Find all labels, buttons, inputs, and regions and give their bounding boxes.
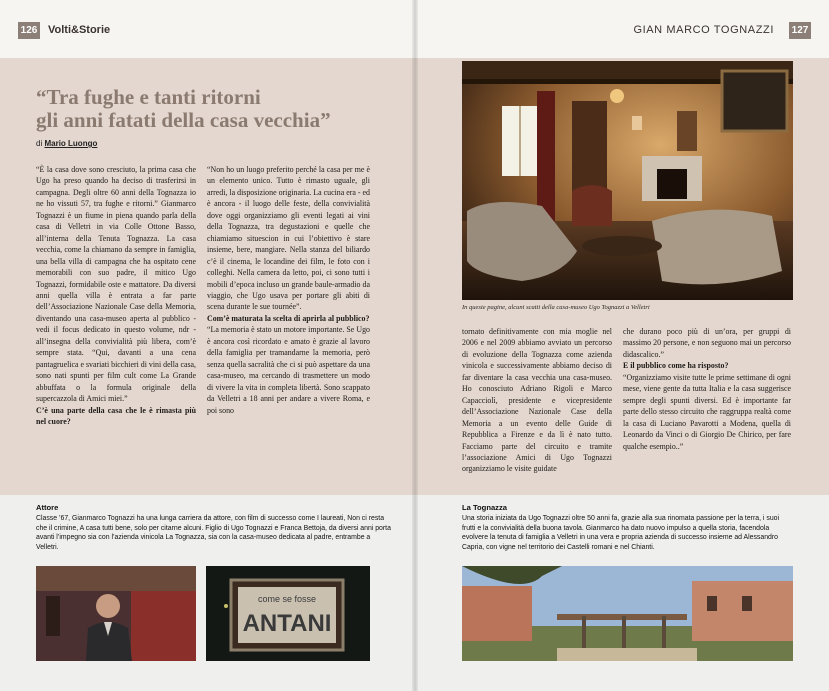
interview-question: E il pubblico come ha risposto? <box>623 361 729 371</box>
author-name: Mario Luongo <box>44 139 98 148</box>
box-text-tognazza: Una storia iniziata da Ugo Tognazzi oltre 50 anni fa, grazie alla sua rinomata passione per la terra, i suoi frutti e la convivialità della buona tavola. Gianmarco ha dato nuovo impulso a quella storia, facendola evolvere la tenuta di famiglia a Velletri in una vera e propria azienda di successo insieme ad Alessandro Capria, con vigne nel territorio dei Castelli romani e nel Chianti. <box>462 515 780 551</box>
section-header: Volti&Storie <box>48 24 111 36</box>
gutter-shadow <box>412 0 418 691</box>
body-paragraph: tornato definitivamente con mia moglie nel 2006 e nel 2009 abbiamo avviato un percorso di evoluzione della Tognazza come azienda vinicola e successivamente abbiamo deciso di far diventare la casa vecchia una casa-museo. Ho conosciuto Adriano Rigoli e Marco Capacciolì, presidente e vicepresidente dell’Associazione Nazionale Case della Memoria a un evento delle Guide di Repubblica a Firenze e da lì è nato tutto. Facciamo parte del circuito e tramite l’associazione Amici di Ugo Tognazzi organizziamo le visite guidate <box>462 327 612 474</box>
photo-caption: In queste pagine, alcuni scatti della casa-museo Ugo Tognazzi a Velletri <box>462 304 650 311</box>
text-column-1 <box>36 164 196 490</box>
sign-text-line-1: come se fosse <box>257 594 317 604</box>
interview-question: Com’è maturata la scelta di aprirla al pubblico? <box>207 313 370 323</box>
text-column-3 <box>462 326 612 491</box>
body-paragraph: “La memoria è stato un motore importante. Se Ugo è ancora così ricordato e amato è grazie al lavoro della famiglia per tramandarne la memoria, però senza quella sacralità che ci si può aspettare da una casa-museo, ma cercando di trasmettere un modo di vivere la vita in completa libertà. Sono scappato da Velletri a 18 anni per andare a vivere Roma, e poi sono <box>207 325 370 415</box>
antani-sign-photo <box>206 566 370 661</box>
byline-prefix: di <box>36 139 43 148</box>
sign-text-line-2: ANTANI <box>242 610 332 637</box>
text-column-4 <box>623 326 791 491</box>
running-header-name: GIAN MARCO TOGNAZZI <box>633 24 774 36</box>
interview-question: C’è una parte della casa che le è rimasta più nel cuore? <box>36 405 196 426</box>
body-paragraph: “Organizziamo visite tutte le prime settimane di ogni mese, viene gente da tutta Italia e la casa suggerisce sempre degli spunti diversi. Ed è importante far parte dello stesso circuito che raggruppa realtà come la casa di Luciano Pavarotti a Modena, quella di Leonardo da Vinci o di Giorgio De Chirico, per fare qualche esempio..” <box>623 372 791 451</box>
text-column-2 <box>207 164 370 490</box>
villa-photo <box>462 566 793 661</box>
page-number-right: 127 <box>789 22 811 39</box>
box-title-attore: Attore <box>36 503 59 512</box>
title-line-2: gli anni fatati della casa vecchia” <box>36 108 331 132</box>
byline <box>36 139 97 148</box>
actor-photo <box>36 566 196 661</box>
box-text-attore: Classe ’67, Gianmarco Tognazzi ha una lunga carriera da attore, con film di successo come I laureati, Non ci resta che il crimine, A casa tutti bene, solo per citarne alcuni. Figlio di Ugo Tognazzi e Franca Bettoja, da diversi anni porta avanti l’impegno sia con l’azienda vinicola La Tognazza, sia con la casa-museo dedicata al padre, entrambe a Velletri. <box>36 515 391 551</box>
body-paragraph: “È la casa dove sono cresciuto, la prima casa che Ugo ha preso quando ha deciso di trasferirsi in campagna. Degli oltre 60 anni della Tognazza io ne ho vissuti 57, tra fughe e ritorni.” Gianmarco Tognazzi è un fiume in piena quando parla della casa di Velletri in via Colle Ottone Basso, all’interna della Tenuta Tognazza. La casa vecchia, come la chiamano da sempre in famiglia, una bella villa di campagna che ha ospitato cene memorabili con suo padre, il mitico Ugo Tognazzi, formidabile oste e mattatore. Da diversi anni quella villa è entrata a far parte dell’Associazione Nazionale Case della Memoria, diventando una casa-museo aperta al pubblico - vedi il focus dedicato in questo volume, ndr - all’insegna della convivialità più libera, com’è sempre stata. “Qui, davanti a una cena pantagruelica e svariati bicchieri di vini della casa, sono nati spunti per film cult come La Grande abbuffata o la formula originale della supercazzola di Amici miei.” <box>36 165 196 404</box>
page-number-left: 126 <box>18 22 40 39</box>
body-paragraph: che durano poco più di un’ora, per gruppi di massimo 20 persone, e non seguono mai un percorso didascalico.” <box>623 327 791 359</box>
title-line-1: “Tra fughe e tanti ritorni <box>36 85 261 109</box>
body-paragraph: “Non ho un luogo preferito perché la casa per me è un elemento unico. Tutto è rimasto uguale, gli arredi, la disposizione originaria. La cucina era - ed è ancora - il luogo delle feste, della convivialità dove oggi organizziamo gli eventi legati ai vini della Tognazza, tra degustazioni e quelle che chiamiamo situescion in cui l’obiettivo è stare insieme, bere, mangiare. Nella stanza del biliardo c’è il cinema, le locandine dei film, le foto con i colleghi. Nella camera da letto, poi, ci sono tutti i mobili d’epoca incluso un grande baule-armadio da viaggio, che Ugo usava per portare gli abiti di scena durante le sue tournée”. <box>207 165 370 312</box>
interior-photo <box>462 61 793 300</box>
article-title <box>36 86 396 132</box>
box-title-tognazza: La Tognazza <box>462 503 508 512</box>
